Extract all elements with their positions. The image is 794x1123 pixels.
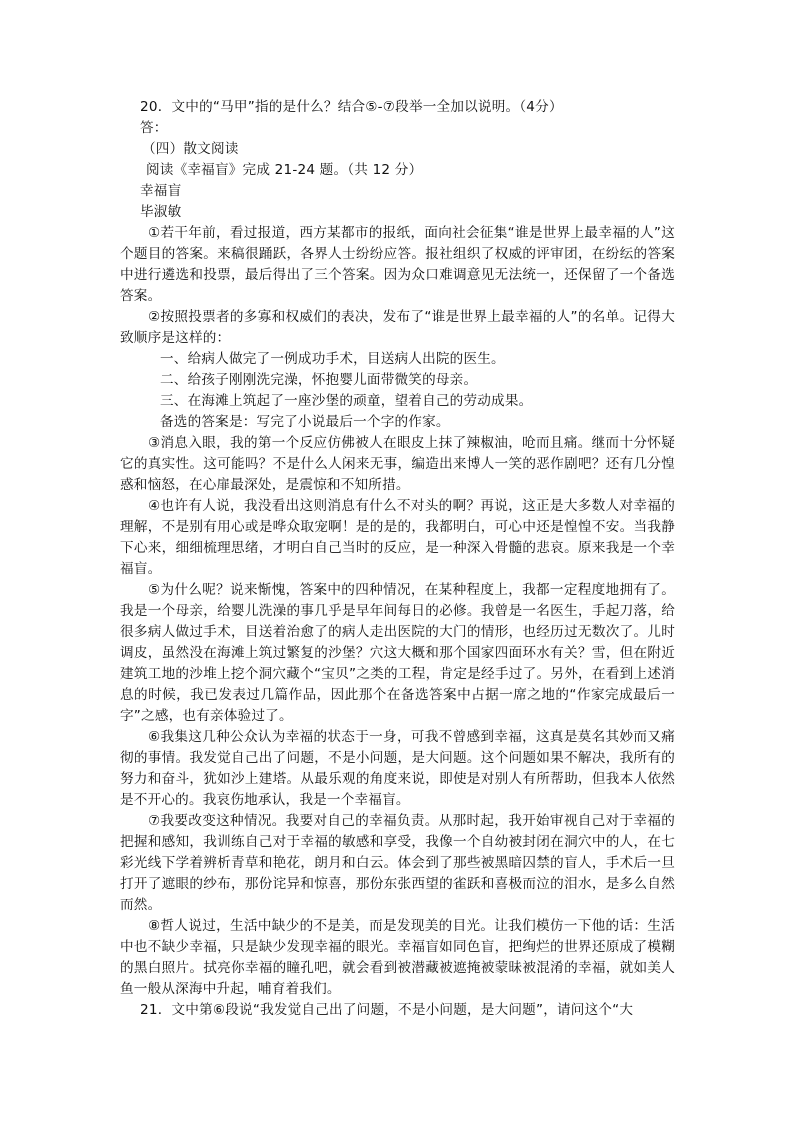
reading-instruction: 阅读《幸福盲》完成 21-24 题。（共 12 分） <box>146 162 423 178</box>
answer-label: 答： <box>140 120 168 136</box>
list-item-2: 二、给孩子刚刚洗完澡，怀抱婴儿面带微笑的母亲。 <box>160 372 478 388</box>
list-item-alternate: 备选的答案是：写完了小说最后一个字的作家。 <box>160 414 450 430</box>
paragraph-5: ⑤为什么呢？说来惭愧，答案中的四种情况，在某种程度上，我都一定程度地拥有了。我是一个母亲，给婴儿洗澡的事几乎是早年间每日的必修。我曾是一名医生，手起刀落，给很多病人做过手术，目送着治愈了的病人走出医院的大门的情形，也经历过无数次了。儿时调皮，虽然没在海滩上筑过繁复的沙堡？穴这大概和那个国家四面环水有关？雪，但在附近建筑工地的沙堆上挖个洞穴藏个“宝贝”之类的工程，肯定是经手过了。另外，在看到上述消息的时候，我已发表过几篇作品，因此那个在备选答案中占据一席之地的“作家完成最后一字”之感，也有亲体验过了。 <box>120 582 675 724</box>
question-20: 20．文中的“马甲”指的是什么？结合⑤-⑦段举一全加以说明。（4分） <box>140 99 563 115</box>
list-item-3: 三、在海滩上筑起了一座沙堡的顽童，望着自己的劳动成果。 <box>160 393 533 409</box>
paragraph-1: ①若干年前，看过报道，西方某都市的报纸，面向社会征集“谁是世界上最幸福的人”这个题目的答案。来稿很踊跃，各界人士纷纷应答。报社组织了权威的评审团，在纷纭的答案中进行遴选和投票，最后得出了三个答案。因为众口难调意见无法统一，还保留了一个备选答案。 <box>120 225 675 304</box>
article-title: 幸福盲 <box>140 183 182 199</box>
question-21: 21．文中第⑥段说“我发觉自己出了问题，不是小问题，是大问题”，请问这个“大 <box>140 1002 634 1018</box>
document-page <box>120 97 675 1021</box>
paragraph-3: ③消息入眼，我的第一个反应仿佛被人在眼皮上抹了辣椒油，呛而且痛。继而十分怀疑它的真实性。这可能吗？不是什么人闲来无事，编造出来博人一笑的恶作剧吧？还有几分惶惑和恼怒，在心扉最深处，是震惊和不知所措。 <box>120 435 675 493</box>
paragraph-8: ⑧哲人说过，生活中缺少的不是美，而是发现美的目光。让我们模仿一下他的话：生活中也不缺少幸福，只是缺少发现幸福的眼光。幸福盲如同色盲，把绚烂的世界还原成了模糊的黑白照片。拭亮你幸福的瞳孔吧，就会看到被潜藏被遮掩被蒙昧被混淆的幸福，就如美人鱼一般从深海中升起，哺育着我们。 <box>120 918 675 997</box>
paragraph-6: ⑥我集这几种公众认为幸福的状态于一身，可我不曾感到幸福，这真是莫名其妙而又痛彻的事情。我发觉自己出了问题，不是小问题，是大问题。这个问题如果不解决，我所有的努力和奋斗，犹如沙上建塔。从最乐观的角度来说，即使是对别人有所帮助，但我本人依然是不开心的。我哀伤地承认，我是一个幸福盲。 <box>120 729 675 808</box>
paragraph-2: ②按照投票者的多寡和权威们的表决，发布了“谁是世界上最幸福的人”的名单。记得大致顺序是这样的： <box>120 309 675 346</box>
paragraph-4: ④也许有人说，我没看出这则消息有什么不对头的啊？再说，这正是大多数人对幸福的理解，不是别有用心或是哗众取宠啊！是的是的，我都明白，可心中还是惶惶不安。当我静下心来，细细梳理思绪，才明白自己当时的反应，是一种深入骨髓的悲哀。原来我是一个幸福盲。 <box>120 498 675 577</box>
list-item-1: 一、给病人做完了一例成功手术，目送病人出院的医生。 <box>160 351 505 367</box>
article-author: 毕淑敏 <box>140 204 182 220</box>
paragraph-7: ⑦我要改变这种情况。我要对自己的幸福负责。从那时起，我开始审视自己对于幸福的把握和感知，我训练自己对于幸福的敏感和享受，我像一个自幼被封闭在洞穴中的人，在七彩光线下学着辨析青草和艳花，朗月和白云。体会到了那些被黑暗囚禁的盲人，手术后一旦打开了遮眼的纱布，那份诧异和惊喜，那份东张西望的雀跃和喜极而泣的泪水，是多么自然而然。 <box>120 813 675 913</box>
section-heading: （四）散文阅读 <box>142 141 239 157</box>
